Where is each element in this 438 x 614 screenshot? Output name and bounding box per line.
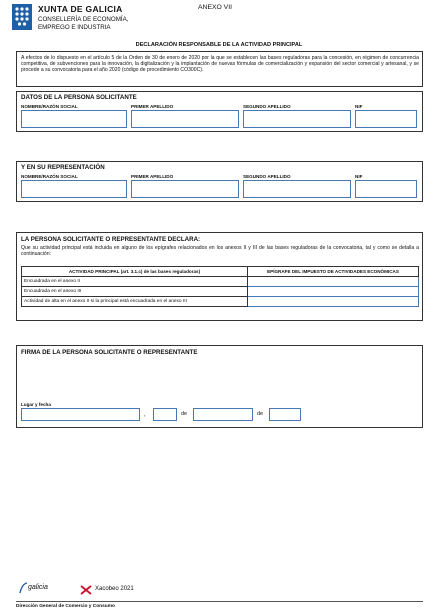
dept-line1: CONSELLERÍA DE ECONOMÍA, xyxy=(38,16,129,23)
xunta-emblem-icon xyxy=(12,4,32,30)
epigraph-field-annex3[interactable] xyxy=(248,287,419,297)
xunta-logo xyxy=(12,4,32,30)
org-name: XUNTA DE GALICIA xyxy=(38,4,123,14)
intro-text: A efectos de lo dispuesto en el artículo 5 de la Orden de 30 de enero de 2020 por la que se establecen las bases reguladoras para la concesión, en régimen de concurrencia competitiva, de subvenciones para la innovación, la digitalización y la implantación de nuevas fórmulas de comercialización y expansión del sector comercial y artesanal, y se procede a su convocatoria para el año 2020 (código de procedimiento CO300C). xyxy=(21,55,419,74)
applicant-surname1-label: PRIMER APELLIDO xyxy=(131,104,174,109)
rep-surname1-field[interactable] xyxy=(131,180,239,198)
rep-name-label: NOMBRE/RAZÓN SOCIAL xyxy=(21,174,78,179)
applicant-nif-label: NIF xyxy=(355,104,363,109)
representative-section xyxy=(16,161,423,202)
applicant-surname2-label: SEGUNDO APELLIDO xyxy=(243,104,291,109)
activity-col-header: ACTIVIDAD PRINCIPAL (art. 3.1.c) de las bases reguladoras) xyxy=(22,267,248,277)
rep-nif-label: NIF xyxy=(355,174,363,179)
year-field[interactable] xyxy=(269,408,301,421)
representative-heading: Y EN SU REPRESENTACIÓN xyxy=(21,164,105,171)
epigraph-col-header: EPÍGRAFE DEL IMPUESTO DE ACTIVIDADES ECONÓMICAS xyxy=(248,267,419,277)
rep-name-field[interactable] xyxy=(21,180,127,198)
row-label-secondary: Actividad de alta en el anexo II si la principal está encuadrada en el anexo III xyxy=(22,297,248,307)
applicant-surname2-field[interactable] xyxy=(243,110,351,128)
galicia-swoosh-icon xyxy=(18,582,28,594)
rep-surname2-field[interactable] xyxy=(243,180,351,198)
place-field[interactable] xyxy=(21,408,140,421)
applicant-section xyxy=(16,91,423,132)
applicant-name-field[interactable] xyxy=(21,110,127,128)
signature-heading: FIRMA DE LA PERSONA SOLICITANTE O REPRESENTANTE xyxy=(21,349,198,356)
xacobeo-mark-icon xyxy=(80,584,92,596)
signature-section xyxy=(16,345,423,428)
de-label-2: de xyxy=(257,411,264,417)
month-field[interactable] xyxy=(193,408,253,421)
day-field[interactable] xyxy=(153,408,177,421)
activity-table xyxy=(21,266,419,307)
rep-nif-field[interactable] xyxy=(355,180,417,198)
dept-line2: EMPREGO E INDUSTRIA xyxy=(38,24,111,31)
epigraph-field-secondary[interactable] xyxy=(248,297,419,307)
direction-text: Dirección General de Comercio y Consumo xyxy=(16,604,115,609)
rep-surname1-label: PRIMER APELLIDO xyxy=(131,174,174,179)
row-label-annex3: Encuadrada en el anexo III xyxy=(22,287,248,297)
declaration-text: Que su actividad principal está incluida en alguno de los epígrafes relacionados en los anexos II y III de las bases reguladoras de la convocatoria, tal y como se detalla a continuación: xyxy=(21,245,419,258)
applicant-name-label: NOMBRE/RAZÓN SOCIAL xyxy=(21,104,78,109)
comma-separator: , xyxy=(144,412,146,418)
intro-box xyxy=(16,51,423,87)
declaration-heading: LA PERSONA SOLICITANTE O REPRESENTANTE DECLARA: xyxy=(21,236,201,243)
annex-label: ANEXO VII xyxy=(198,4,232,11)
applicant-surname1-field[interactable] xyxy=(131,110,239,128)
page-title: DECLARACIÓN RESPONSABLE DE LA ACTIVIDAD PRINCIPAL xyxy=(135,42,303,48)
de-label-1: de xyxy=(181,411,188,417)
rep-surname2-label: SEGUNDO APELLIDO xyxy=(243,174,291,179)
applicant-nif-field[interactable] xyxy=(355,110,417,128)
table-row xyxy=(22,297,419,307)
xacobeo-wordmark: Xacobeo 2021 xyxy=(95,586,134,592)
row-label-annex2: Encuadrada en el anexo II xyxy=(22,277,248,287)
footer-divider xyxy=(16,601,423,602)
applicant-heading: DATOS DE LA PERSONA SOLICITANTE xyxy=(21,94,137,101)
galicia-wordmark: galicia xyxy=(28,584,48,591)
place-date-label: Lugar y fecha xyxy=(21,402,51,407)
declaration-section xyxy=(16,232,423,321)
table-row xyxy=(22,287,419,297)
epigraph-field-annex2[interactable] xyxy=(248,277,419,287)
table-row xyxy=(22,277,419,287)
